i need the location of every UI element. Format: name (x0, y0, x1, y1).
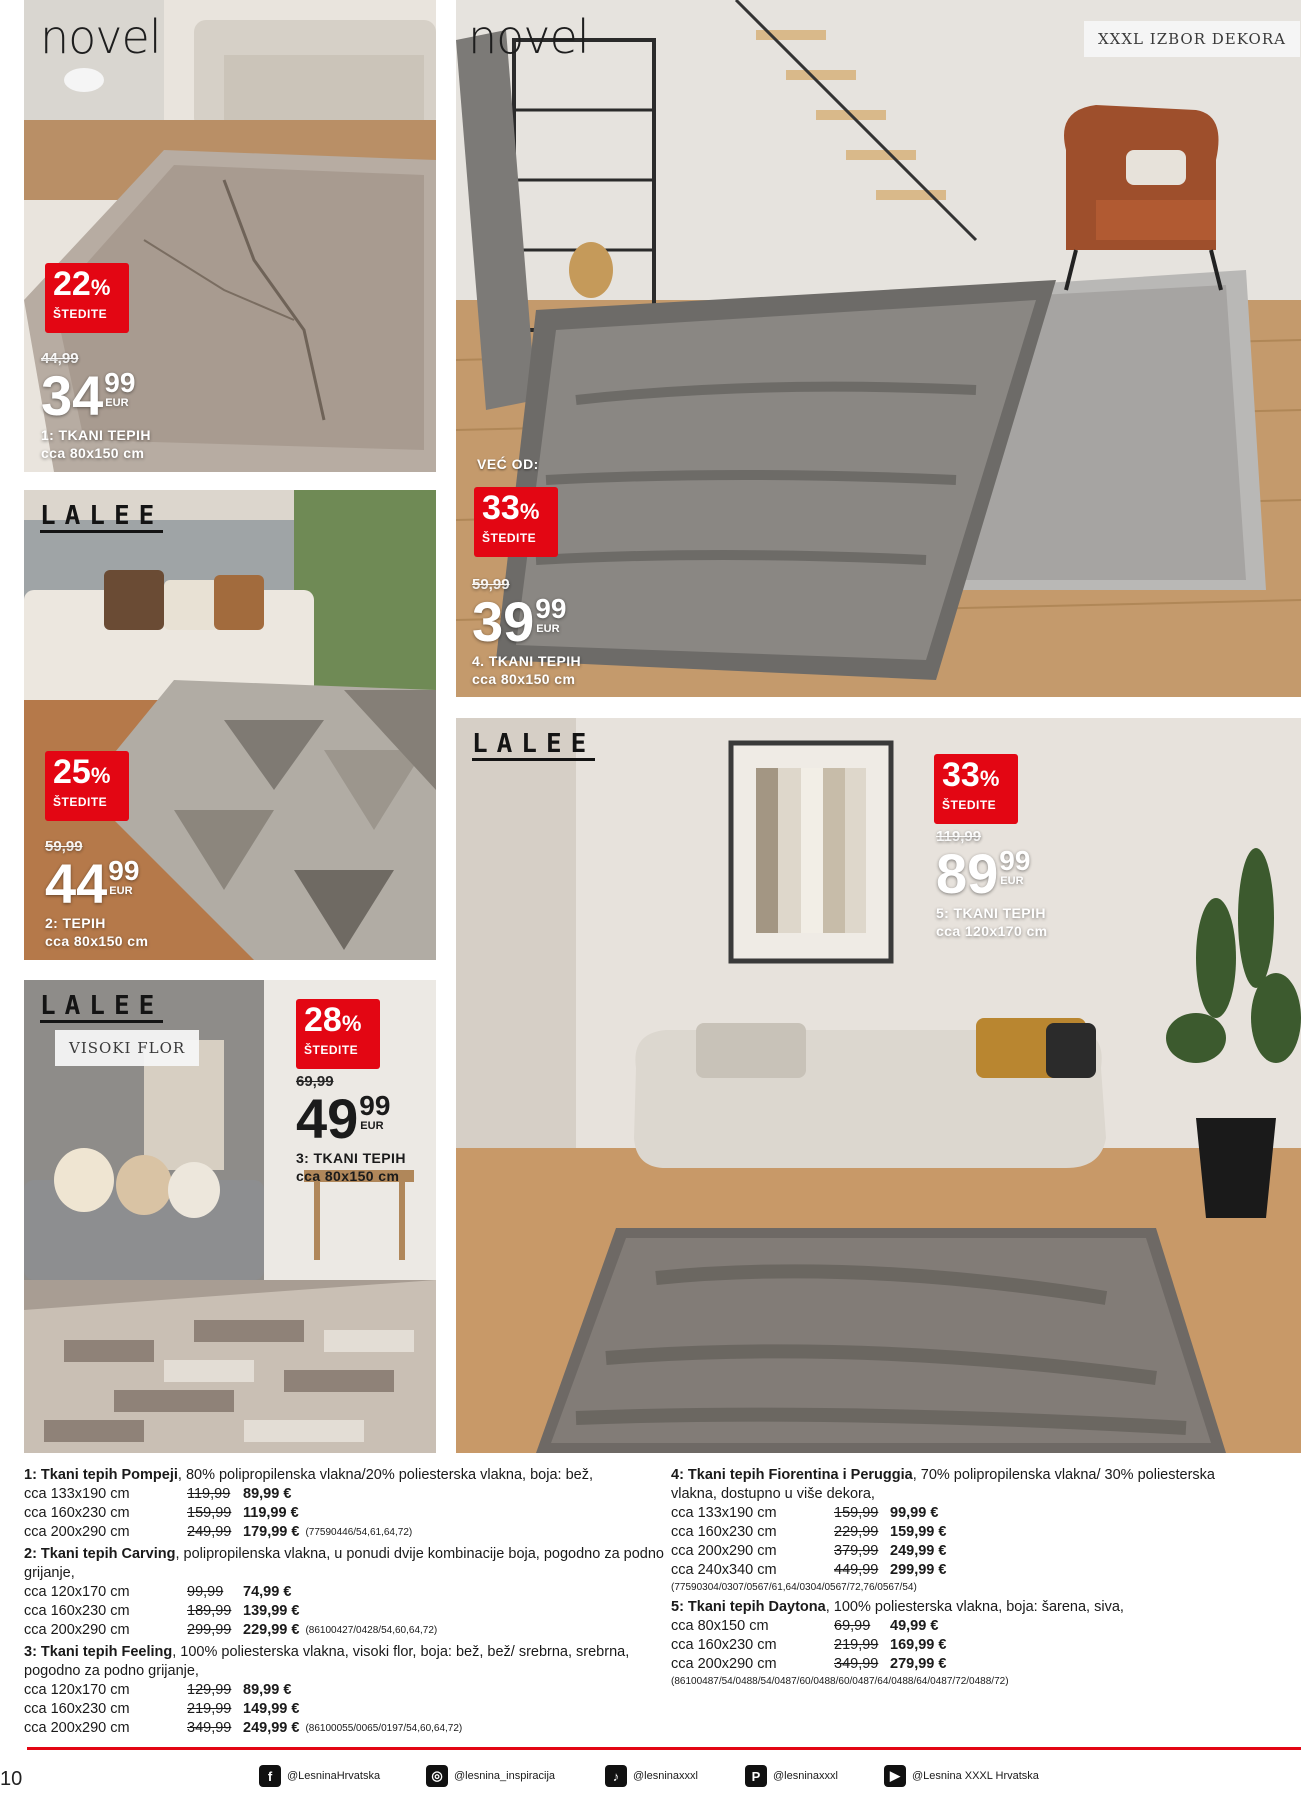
price-integer: 34 (41, 364, 104, 427)
tiktok-icon: ♪ (605, 1765, 627, 1787)
spec-item-5: 5: Tkani tepih Daytona, 100% poliesterska vlakna, boja: šarena, siva, cca 80x150 cm 69,99 49,99 € cca 160x230 cm 219,99 169,99 € cca 200x290 cm 349,99 279,99 € (86100487/54/0488/54/0487/60/0488/60/0487/64/0488/64/0487/72/0488/72) (671, 1599, 1124, 1687)
price-block: 59,99 44 99 EUR 2: TEPIH cca 80x150 cm (45, 838, 149, 950)
spec-item-2: 2: Tkani tepih Carving, polipropilenska vlakna, u ponudi dvije kombinacije boja, pogodno za podno grijanje, cca 120x170 cm 99,99 74,99 € cca 160x230 cm 189,99 139,99 € cca 200x290 cm 299,99 229,99 € (86100427/0428/54,60,64,72) (24, 1546, 664, 1638)
product-name: 4. TKANI TEPIH (472, 653, 582, 670)
social-label: @LesninaHrvatska (287, 1770, 381, 1782)
old-price: 44,99 (41, 350, 79, 367)
product-size: cca 80x150 cm (45, 933, 149, 950)
product-name: 1: TKANI TEPIH (41, 427, 151, 444)
brand-logo-novel: novel (468, 10, 589, 64)
social-youtube[interactable] (884, 1765, 1039, 1787)
discount-badge: 22% ŠTEDITE (45, 263, 129, 333)
price-block: 59,99 39 99 EUR 4. TKANI TEPIH cca 80x150 cm (472, 576, 582, 688)
brand-logo-lalee: LALEE (40, 991, 164, 1021)
pile-tag: VISOKI FLOR (55, 1030, 199, 1066)
product-panel-2 (24, 490, 436, 960)
facebook-icon: f (259, 1765, 281, 1787)
price-integer: 49 (296, 1087, 359, 1150)
product-panel-5 (456, 718, 1301, 1453)
old-price: 69,99 (296, 1073, 334, 1090)
product-size: cca 80x150 cm (472, 671, 576, 688)
social-facebook[interactable] (259, 1765, 380, 1787)
page-number: 10 (0, 1768, 23, 1790)
social-instagram[interactable] (426, 1765, 555, 1787)
social-label: @Lesnina XXXL Hrvatska (912, 1770, 1039, 1782)
product-panel-1 (24, 0, 436, 472)
product-name: 2: TEPIH (45, 915, 106, 932)
footer-divider (27, 1747, 1301, 1750)
product-panel-3 (24, 980, 436, 1453)
specs-right (671, 1466, 1231, 1692)
product-size: cca 80x150 cm (41, 445, 145, 462)
spec-item-3: 3: Tkani tepih Feeling, 100% poliesterska vlakna, visoki flor, boja: bež, bež/ srebrna, srebrna, pogodno za podno grijanje, cca 120x170 cm 129,99 89,99 € cca 160x230 cm 219,99 149,99 € cca 200x290 cm 349,99 249,99 € (86100055/0065/0197/54,60,64,72) (24, 1644, 630, 1736)
price-integer: 44 (45, 852, 108, 915)
old-price: 119,99 (936, 828, 982, 845)
spec-item-1: 1: Tkani tepih Pompeji, 80% polipropilenska vlakna/20% poliesterska vlakna, boja: bež, cca 133x190 cm 119,99 89,99 € cca 160x230 cm 159,99 119,99 € cca 200x290 cm 249,99 179,99 € (77590446/54,61,64,72) (24, 1467, 593, 1540)
product-size: cca 80x150 cm (296, 1168, 400, 1185)
product-size: cca 120x170 cm (936, 923, 1048, 940)
price-block: 44,99 34 99 EUR 1: TKANI TEPIH cca 80x150 cm (41, 350, 151, 462)
rug-photo-4 (456, 0, 1301, 697)
discount-badge: 25% ŠTEDITE (45, 751, 129, 821)
price-integer: 89 (936, 842, 999, 905)
social-label: @lesninaxxxl (633, 1770, 698, 1782)
social-label: @lesninaxxxl (773, 1770, 838, 1782)
starting-from-label: VEĆ OD: (477, 456, 539, 472)
product-panel-4 (456, 0, 1301, 697)
decor-tag: XXXL IZBOR DEKORA (1084, 21, 1300, 57)
social-pinterest[interactable] (745, 1765, 838, 1787)
price-block: 119,99 89 99 EUR 5: TKANI TEPIH cca 120x170 cm (936, 828, 1048, 940)
brand-logo-lalee: LALEE (472, 729, 596, 759)
price-block: 69,99 49 99 EUR 3: TKANI TEPIH cca 80x150 cm (296, 1073, 406, 1185)
social-label: @lesnina_inspiracija (454, 1770, 556, 1782)
pinterest-icon: P (745, 1765, 767, 1787)
old-price: 59,99 (45, 838, 83, 855)
discount-badge: 28% ŠTEDITE (296, 999, 380, 1069)
instagram-icon: ◎ (426, 1765, 448, 1787)
product-name: 5: TKANI TEPIH (936, 905, 1046, 922)
discount-badge: 33% ŠTEDITE (474, 487, 558, 557)
specs-left (24, 1466, 664, 1741)
youtube-icon: ▶ (884, 1765, 906, 1787)
old-price: 59,99 (472, 576, 510, 593)
product-name: 3: TKANI TEPIH (296, 1150, 406, 1167)
brand-logo-novel: novel (40, 10, 161, 64)
rug-photo-5 (456, 718, 1301, 1453)
social-tiktok[interactable] (605, 1765, 698, 1787)
brand-logo-lalee: LALEE (40, 501, 164, 531)
spec-item-4: 4: Tkani tepih Fiorentina i Peruggia, 70% polipropilenska vlakna/ 30% poliesterska vlakna, dostupno u više dekora, cca 133x190 cm 159,99 99,99 € cca 160x230 cm 229,99 159,99 € cca 200x290 cm 379,99 249,99 € cca 240x340 cm 449,99 299,99 € (77590304/0307/0567/61,64/0304/0567/72,76/0567/54) (671, 1467, 1215, 1593)
price-integer: 39 (472, 590, 535, 653)
discount-badge: 33% ŠTEDITE (934, 754, 1018, 824)
